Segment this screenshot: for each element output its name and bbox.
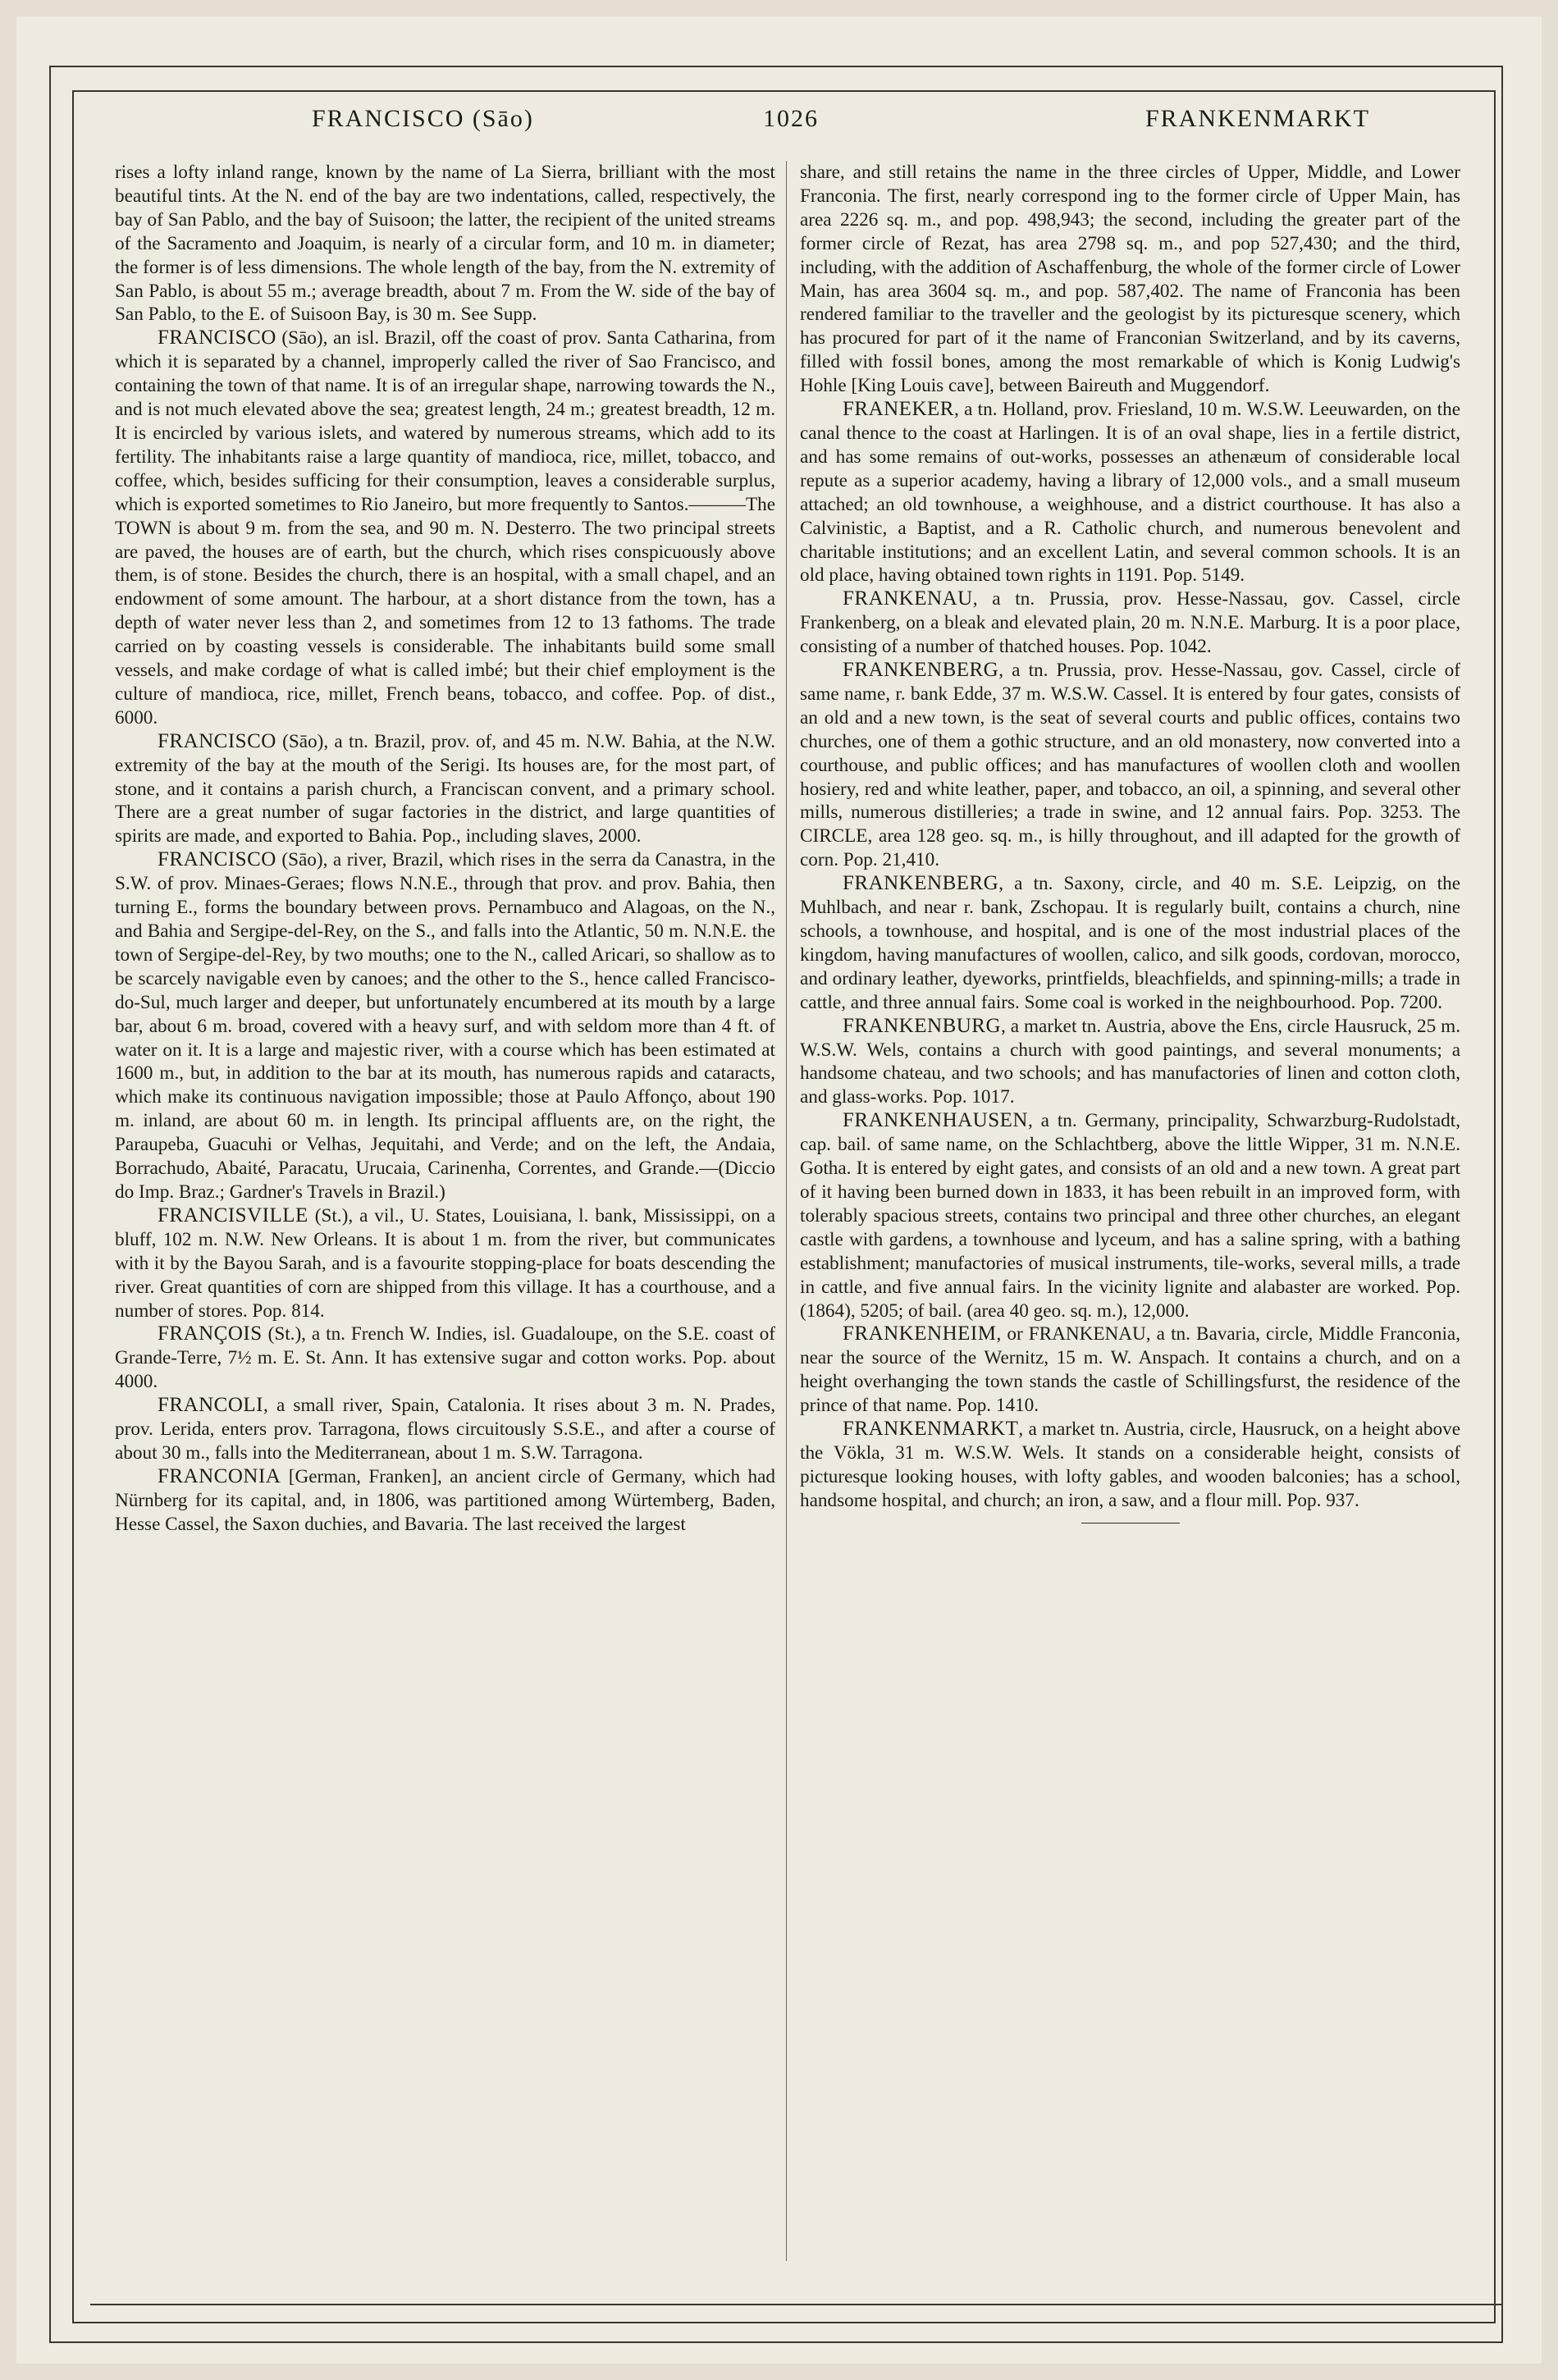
entry	[800, 1322, 1460, 1418]
entry	[800, 872, 1460, 1014]
entry-text: , a tn. Prussia, prov. Hesse-Nassau, gov. Cassel, circle Frankenberg, on a bleak and elevated plain, 20 m. N.N.E. Marburg. It is a poor place, consisting of a number of thatched houses. Pop. 1042.	[800, 588, 1460, 658]
entry-headword: FRANKENBURG	[843, 1014, 1002, 1037]
entry-headword: FRANCISCO	[158, 327, 276, 349]
entry	[800, 161, 1460, 398]
entry	[115, 327, 775, 729]
entry	[115, 730, 775, 849]
entry-headword: FRANKENHEIM	[843, 1322, 997, 1345]
entry-text: , a tn. Saxony, circle, and 40 m. S.E. Leipzig, on the Muhlbach, and near r. bank, Zschopau. It is regularly built, contains a church, nine schools, a townhouse, and hospital, and is one of the most industrial places of the kingdom, having manufactures of woollen, calico, and silk goods, cordovan, morocco, and ordinary leather, dyeworks, printfields, bleachfields, and spinning-mills; a trade in cattle, and three annual fairs. Some coal is worked in the neighbourhood. Pop. 7200.	[800, 873, 1460, 1013]
entry-text: rises a lofty inland range, known by the name of La Sierra, brilliant with the most beautiful tints. At the N. end of the bay are two indentations, called, respectively, the bay of San Pablo, and the bay of Suisoon; the latter, the recipient of the united streams of the Sacramento and Joaquim, is nearly of a circular form, and 10 m. in diameter; the former is of less dimensions. The whole length of the bay, from the N. extremity of San Pablo, is about 55 m.; average breadth, about 7 m. From the W. side of the bay of San Pablo, to the E. of Suisoon Bay, is 30 m. See Supp.	[115, 162, 775, 326]
entry-headword: FRANCISCO	[158, 848, 276, 871]
header-left-term: FRANCISCO (Sāo)	[312, 105, 534, 132]
entry	[800, 1015, 1460, 1110]
right-column	[800, 161, 1460, 2269]
entry-headword: FRANKENAU	[843, 587, 973, 610]
entry-text: , a tn. Holland, prov. Friesland, 10 m. W.S.W. Leeuwarden, on the canal thence to the coast at Harlingen. It is of an oval shape, lies in a fertile district, and has some remains of out-works, possesses an athenæum of considerable local repute as a superior academy, having a library of 12,000 vols., and a small museum attached; an old townhouse, a weighhouse, and a district courthouse. It has also a Calvinistic, a Baptist, and a R. Catholic church, and numerous benevolent and charitable institutions; and an excellent Latin, and several common schools. It is an old place, having obtained town rights in 1191. Pop. 5149.	[800, 399, 1460, 587]
entry	[115, 848, 775, 1204]
entry-headword: FRANCONIA	[158, 1464, 281, 1487]
entry	[115, 1204, 775, 1323]
running-header	[115, 105, 1477, 146]
entry	[115, 1394, 775, 1465]
header-right-term: FRANKENMARKT	[1145, 105, 1370, 132]
entry-text: (Sāo), a river, Brazil, which rises in the serra da Canastra, in the S.W. of prov. Minaes-Geraes; flows N.N.E., through that prov. and prov. Bahia, then turning E., forms the boundary between provs. Pernambuco and Alagoas, on the N., and Bahia and Sergipe-del-Rey, on the S., and falls into the Atlantic, 50 m. N.N.E. the town of Sergipe-del-Rey, by two mouths; one to the N., called Aricari, so shallow as to be scarcely navigable even by canoes; and the other to the S., hence called Francisco-do-Sul, much larger and deeper, but unfortunately encumbered at its mouth by a large bar, about 6 m. broad, covered with a heavy surf, and with seldom more than 4 ft. of water on it. It is a large and majestic river, with a course which has been estimated at 1600 m., but, in addition to the bar at its mouth, has numerous rapids and cataracts, which make its continuous navigation impossible; those at Paulo Affonço, about 190 m. inland, are about 60 m. in length. Its principal affluents are, on the right, the Paraupeba, Guacuhi or Velhas, Jequitahi, and Verde; and on the left, the Andaia, Borrachudo, Abaité, Paracatu, Urucaia, Carinenha, Correntes, and Grande.—(Diccio do Imp. Braz.; Gardner's Travels in Brazil.)	[115, 849, 775, 1203]
entry-text: (St.), a tn. French W. Indies, isl. Guadaloupe, on the S.E. coast of Grande-Terre, 7½ m. E. St. Ann. It has extensive sugar and cotton works. Pop. about 4000.	[115, 1323, 775, 1393]
entry	[800, 659, 1460, 872]
entry-text: (Sāo), an isl. Brazil, off the coast of prov. Santa Catharina, from which it is separated by a channel, improperly called the river of Sao Francisco, and containing the town of that name. It is of an irregular shape, narrowing towards the N., and is not much elevated above the sea; greatest length, 24 m.; greatest breadth, 12 m. It is encircled by various islets, and watered by numerous streams, which add to its fertility. The inhabitants raise a large quantity of mandioca, rice, millet, tobacco, and coffee, which, besides sufficing for their consumption, leaves a considerable surplus, which is exported sometimes to Rio Janeiro, but more frequently to Santos.———The TOWN is about 9 m. from the sea, and 90 m. N. Desterro. The two principal streets are paved, the houses are of earth, but the church, which rises conspicuously above them, is of stone. Besides the church, there is an hospital, with a small chapel, and an endowment of some amount. The harbour, at a short distance from the town, has a depth of water never less than 2, and sometimes from 12 to 13 fathoms. The trade carried on by coasting vessels is considerable. The inhabitants build some small vessels, and make cordage of what is called imbé; but their chief employment is the culture of mandioca, rice, millet, French beans, tobacco, and coffee. Pop. of dist., 6000.	[115, 327, 775, 729]
entry-text: , or FRANKENAU, a tn. Bavaria, circle, Middle Franconia, near the source of the Wernitz, 15 m. W. Anspach. It contains a church, and on a height overhanging the town stands the castle of Schillingsfurst, the residence of the prince of that name. Pop. 1410.	[800, 1323, 1460, 1417]
entry-headword: FRANEKER	[843, 398, 954, 421]
entry-headword: FRANÇOIS	[158, 1322, 263, 1345]
left-column	[115, 161, 775, 2269]
entry-text: share, and still retains the name in the three circles of Upper, Middle, and Lower Franconia. The first, nearly correspond ing to the former circle of Upper Main, has area 2226 sq. m., and pop. 498,943; the second, including the greater part of the former circle of Rezat, has area 2798 sq. m., and pop 527,430; and the third, including, with the addition of Aschaffenburg, the whole of the former circle of Lower Main, has area 3604 sq. m., and pop. 587,402. The name of Franconia has been rendered familiar to the traveller and the geologist by its picturesque scenery, which has procured for part of it the name of Franconian Switzerland, and by its caverns, filled with fossil bones, among the most remarkable of which is Konig Ludwig's Hohle [King Louis cave], between Baireuth and Muggendorf.	[800, 162, 1460, 397]
entry	[115, 161, 775, 327]
entry-headword: FRANKENBERG	[843, 659, 999, 682]
entry-text: , a small river, Spain, Catalonia. It rises about 3 m. N. Prades, prov. Lerida, enters prov. Tarragona, flows circuitously S.S.E., and after a course of about 30 m., falls into the Mediterranean, about 1 m. S.W. Tarragona.	[115, 1395, 775, 1464]
entry-headword: FRANCISVILLE	[158, 1204, 308, 1227]
entry-text: , a market tn. Austria, above the Ens, circle Hausruck, 25 m. W.S.W. Wels, contains a church with good paintings, and several monuments; a handsome chateau, and two schools; and has manufactories of linen and cotton cloth, and glass-works. Pop. 1017.	[800, 1015, 1460, 1108]
entry-headword: FRANKENBERG	[843, 872, 999, 895]
entry-text: , a tn. Germany, principality, Schwarzburg-Rudolstadt, cap. bail. of same name, on the Schlachtberg, above the little Wipper, 31 m. N.N.E. Gotha. It is entered by eight gates, and consists of an old and a new town. A great part of it having been burned down in 1833, it has been rebuilt in an improved form, with tolerably spacious streets, contains two principal and three other churches, an elegant castle with gardens, a townhouse and lyceum, and has a saline spring, with a bathing establishment; manufactories of musical instruments, tile-works, several mills, a trade in cattle, and five annual fairs. In the vicinity lignite and alabaster are worked. Pop. (1864), 5205; of bail. (area 40 geo. sq. m.), 12,000.	[800, 1110, 1460, 1322]
entry	[115, 1322, 775, 1394]
entry	[800, 1418, 1460, 1513]
entry-text: (St.), a vil., U. States, Louisiana, l. bank, Mississippi, on a bluff, 102 m. N.W. New Orleans. It is about 1 m. from the river, but communicates with it by the Bayou Sarah, and is a favourite stopping-place for boats descending the river. Great quantities of corn are shipped from this village. It has a courthouse, and a number of stores. Pop. 814.	[115, 1204, 775, 1322]
entry-headword: FRANKENMARKT	[843, 1418, 1019, 1441]
column-divider	[786, 161, 787, 2261]
entry	[800, 587, 1460, 659]
entry	[800, 1109, 1460, 1322]
entry-headword: FRANKENHAUSEN	[843, 1109, 1028, 1132]
page-number: 1026	[763, 105, 819, 132]
entry-headword: FRANCISCO	[158, 729, 276, 752]
entry-text: , a tn. Prussia, prov. Hesse-Nassau, gov. Cassel, circle of same name, r. bank Edde, 37 m. W.S.W. Cassel. It is entered by four gates, consists of an old and a new town, is the seat of several courts and public offices, contains two churches, one of them a gothic structure, and an old monastery, now converted into a courthouse, and public offices; and has manufactures of woollen cloth and woollen hosiery, red and white leather, paper, and tobacco, an oil, a spinning, and several other mills, numerous distilleries; a trade in swine, and 12 annual fairs. Pop. 3253. The CIRCLE, area 128 geo. sq. m., is hilly throughout, and ill adapted for the growth of corn. Pop. 21,410.	[800, 660, 1460, 871]
entry-text: , a market tn. Austria, circle, Hausruck, on a height above the Vökla, 31 m. W.S.W. Wels. It stands on a considerable height, consists of picturesque looking houses, with lofty gables, and wooden balconies; has a school, handsome hospital, and church; an iron, a saw, and a flour mill. Pop. 937.	[800, 1418, 1460, 1511]
entry-text: [German, Franken], an ancient circle of Germany, which had Nürnberg for its capital, and, in 1806, was partitioned among Würtemberg, Baden, Hesse Cassel, the Saxon duchies, and Bavaria. The last received the largest	[115, 1465, 775, 1535]
bottom-rule	[90, 2304, 1501, 2305]
entry-text: (Sāo), a tn. Brazil, prov. of, and 45 m. N.W. Bahia, at the N.W. extremity of the bay at the mouth of the Serigi. Its houses are, for the most part, of stone, and it contains a parish church, a Franciscan convent, and a primary school. There are a great number of sugar factories in the district, and large quantities of spirits are made, and exported to Bahia. Pop., including slaves, 2000.	[115, 730, 775, 847]
entry-headword: FRANCOLI	[158, 1394, 264, 1417]
entry	[800, 398, 1460, 587]
entry	[115, 1465, 775, 1537]
